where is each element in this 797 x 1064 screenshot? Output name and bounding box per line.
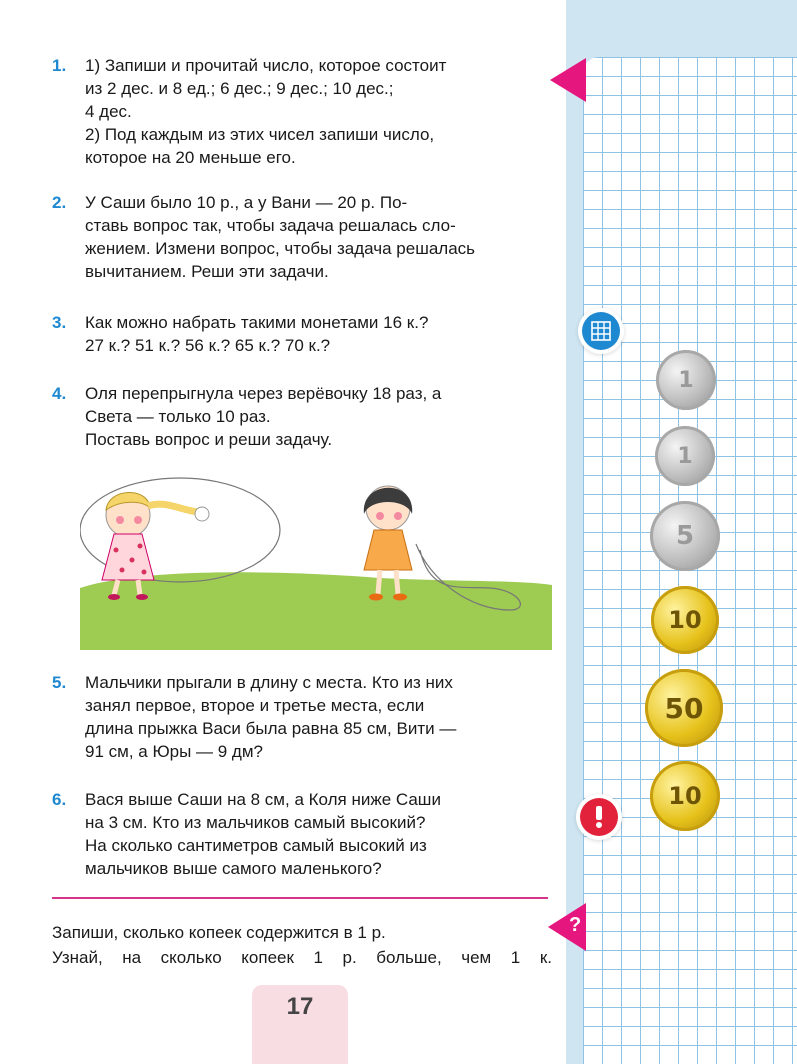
footer-task-line: Запиши, сколько копеек содержится в 1 р. — [52, 923, 386, 942]
coin-10-kopeks: 10 — [650, 761, 720, 831]
grass-field — [80, 572, 552, 650]
task-line: 1) Запиши и прочитай число, которое состоит — [85, 56, 447, 75]
coin-1-kopek: 1 — [656, 350, 716, 410]
grid-icon — [582, 312, 620, 350]
task-line: 2) Под каждым из этих чисел запиши число, — [85, 125, 435, 144]
task-1 — [52, 54, 550, 169]
task-marker-triangle — [550, 58, 586, 102]
question-mark: ? — [569, 914, 582, 936]
task-number: 1. — [52, 56, 67, 75]
task-line: из 2 дес. и 8 ед.; 6 дес.; 9 дес.; 10 дес.; — [85, 79, 394, 98]
footer-task-line: Узнай, на сколько копеек 1 р. больше, чем 1 к. — [52, 948, 552, 967]
task-line: которое на 20 меньше его. — [85, 148, 296, 167]
task-line: жением. Измени вопрос, чтобы задача решалась — [85, 239, 476, 258]
task-number: 3. — [52, 313, 67, 332]
task-5 — [52, 671, 550, 763]
task-number: 2. — [52, 193, 67, 212]
task-number: 5. — [52, 673, 67, 692]
task-number: 6. — [52, 790, 67, 809]
task-3 — [52, 311, 550, 357]
task-line: вычитанием. Реши эти задачи. — [85, 262, 329, 281]
task-line: Вася выше Саши на 8 см, а Коля ниже Саши — [85, 790, 441, 809]
page-number: 17 — [252, 985, 348, 1064]
illustration-jump-rope — [80, 470, 552, 650]
task-line: занял первое, второе и третье места, если — [85, 696, 425, 715]
task-4 — [52, 382, 550, 451]
task-6 — [52, 788, 550, 880]
task-line: 91 см, а Юры — 9 дм? — [85, 742, 263, 761]
task-line: мальчиков выше самого маленького? — [85, 859, 382, 878]
task-line: На сколько сантиметров самый высокий из — [85, 836, 427, 855]
coin-5-kopeks: 5 — [650, 501, 720, 571]
task-line: длина прыжка Васи была равна 85 см, Вити — — [85, 719, 457, 738]
footer-task — [52, 920, 552, 970]
task-line: Как можно набрать такими монетами 16 к.? — [85, 313, 429, 332]
task-line: Оля перепрыгнула через верёвочку 18 раз, а — [85, 384, 442, 403]
task-line: 27 к.? 51 к.? 56 к.? 65 к.? 70 к.? — [85, 336, 331, 355]
girl-olya-bow — [195, 507, 209, 521]
task-line: ставь вопрос так, чтобы задача решалась сло- — [85, 216, 456, 235]
task-line: У Саши было 10 р., а у Вани — 20 р. По- — [85, 193, 408, 212]
task-line: 4 дес. — [85, 102, 132, 121]
task-line: Поставь вопрос и реши задачу. — [85, 430, 333, 449]
girl-olya-pigtail — [148, 504, 198, 512]
exclamation-icon — [580, 798, 618, 836]
coin-10-kopeks: 10 — [651, 586, 719, 654]
task-line: Мальчики прыгали в длину с места. Кто из них — [85, 673, 453, 692]
task-2 — [52, 191, 550, 283]
coin-1-kopek: 1 — [655, 426, 715, 486]
task-line: Света — только 10 раз. — [85, 407, 271, 426]
task-number: 4. — [52, 384, 67, 403]
section-divider — [52, 897, 548, 899]
task-line: на 3 см. Кто из мальчиков самый высокий? — [85, 813, 426, 832]
girl-sveta-dress — [364, 530, 412, 570]
coin-50-kopeks: 50 — [645, 669, 723, 747]
